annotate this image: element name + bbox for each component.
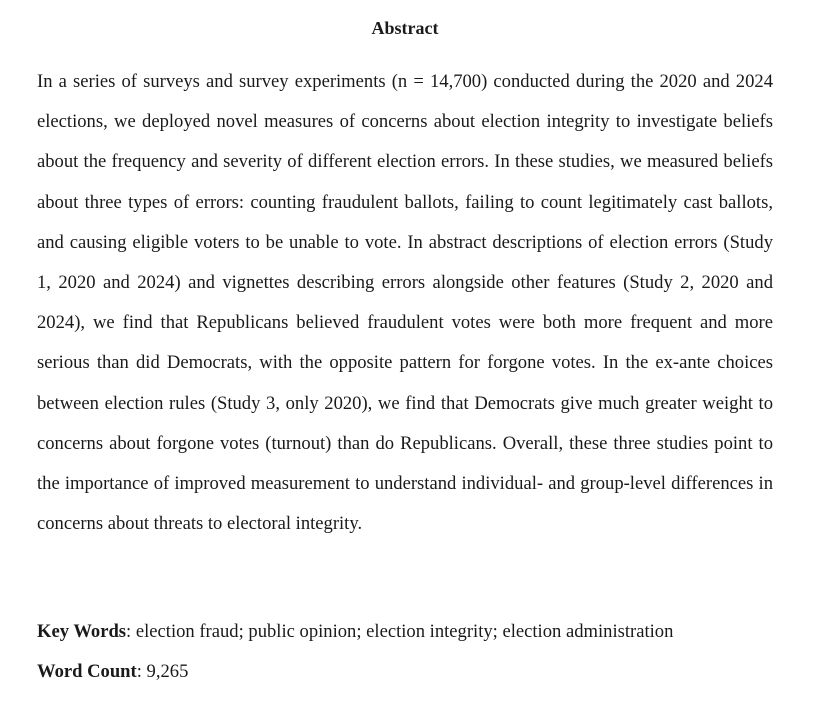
- word-count-value: 9,265: [146, 661, 189, 682]
- abstract-paragraph: In a series of surveys and survey experiments (n = 14,700) conducted during the 2020 and 2024 elections, we deployed novel measures of concerns about election integrity to investigate beliefs about the frequency and severity of different election errors. In these studies, we measured beliefs about three types of errors: counting fraudulent ballots, failing to count legitimately cast ballots, and causing eligible voters to be unable to vote. In abstract descriptions of election errors (Study 1, 2020 and 2024) and vignettes describing errors alongside other features (Study 2, 2020 and 2024), we find that Republicans believed fraudulent votes were both more frequent and more serious than did Democrats, with the opposite pattern for forgone votes. In the ex-ante choices between election rules (Study 3, only 2020), we find that Democrats give much greater weight to concerns about forgone votes (turnout) than do Republicans. Overall, these three studies point to the importance of improved measurement to understand individual- and group-level differences in concerns about threats to electoral integrity.: [37, 71, 773, 535]
- keywords-separator: :: [126, 621, 136, 642]
- keywords-label: Key Words: [37, 621, 127, 642]
- word-count-line: [37, 660, 777, 684]
- keywords-value: election fraud; public opinion; election integrity; election administration: [135, 621, 674, 642]
- word-count-label: Word Count: [37, 661, 137, 682]
- word-count-separator: :: [136, 661, 147, 682]
- abstract-heading: Abstract: [371, 18, 439, 38]
- keywords-line: [37, 620, 777, 644]
